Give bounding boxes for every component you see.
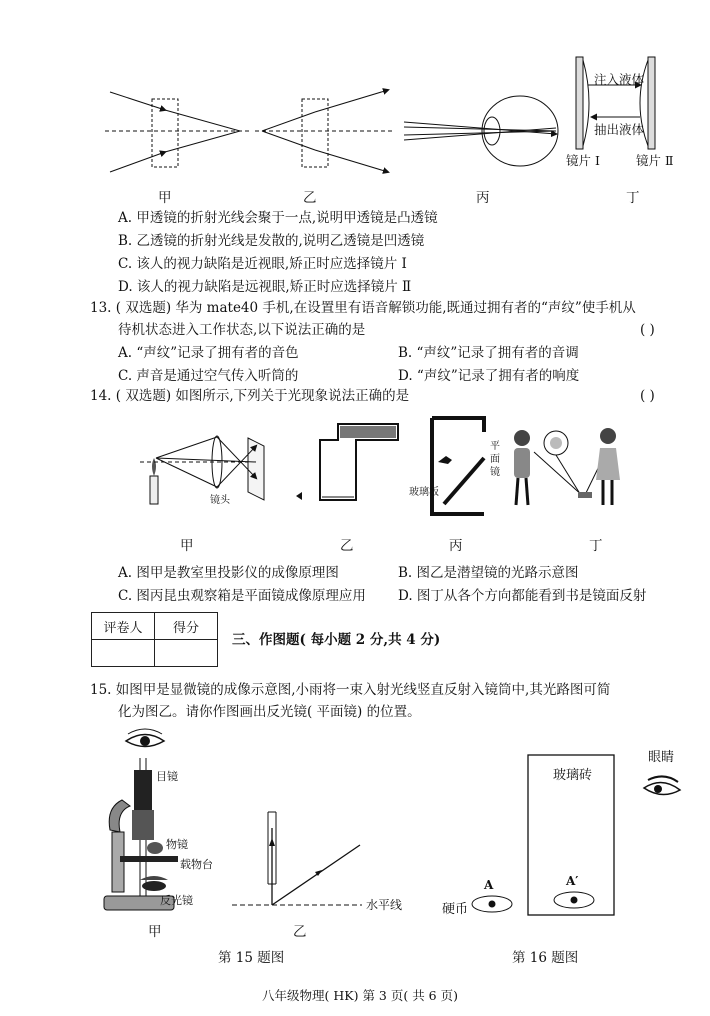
q13-option-a: A. “声纹”记录了拥有者的音色 [118,345,299,361]
q12-option-c: C. 该人的视力缺陷是近视眼,矫正时应选择镜片 Ⅰ [118,256,407,272]
lens-1-label: 镜片 Ⅰ [566,153,600,168]
page-footer: 八年级物理( HK) 第 3 页( 共 6 页) [262,988,458,1003]
plane-mirror-label: 平 面 镜 [490,441,500,478]
coin-label: 硬币 [442,902,469,917]
horizontal-line-label: 水平线 [366,898,403,912]
lens-2-label: 镜片 Ⅱ [636,153,674,168]
glass-brick-label: 玻璃砖 [553,768,593,783]
q15-caption: 第 15 题图 [218,950,285,966]
q13-option-d: D. “声纹”记录了拥有者的响度 [398,368,580,384]
q13-stem-line2: 待机状态进入工作状态,以下说法正确的是 [118,322,366,338]
q15-stem-line1: 15. 如图甲是显微镜的成像示意图,小雨将一束入射光线竖直反射入镜筒中,其光路图可简 [90,682,611,698]
q12-fig-label-bing: 丙 [476,190,490,206]
q13-answer-paren: ( ) [640,322,655,338]
score-header: 得分 [155,613,218,640]
q12-option-d: D. 该人的视力缺陷是远视眼,矫正时应选择镜片 Ⅱ [118,279,412,295]
objective-label: 物镜 [166,838,188,851]
inject-liquid-label: 注入液体 [594,72,645,87]
q13-stem-line1: 13. ( 双选题) 华为 mate40 手机,在设置里有语音解锁功能,既通过拥有者的“声纹”使手机从 [90,300,636,316]
q14-stem: 14. ( 双选题) 如图所示,下列关于光现象说法正确的是 [90,388,410,404]
reflector-label: 反光镜 [160,894,193,907]
glass-plate-label: 玻璃板 [409,487,439,498]
point-a-prime-label: A′ [566,874,579,888]
q14-fig-label-yi: 乙 [340,538,354,554]
q12-fig-label-jia: 甲 [158,190,172,206]
q13-option-b: B. “声纹”记录了拥有者的音调 [398,345,579,361]
extract-liquid-label: 抽出液体 [594,122,645,137]
q14-option-d: D. 图丁从各个方向都能看到书是镜面反射 [398,588,647,604]
q14-option-c: C. 图丙昆虫观察箱是平面镜成像原理应用 [118,588,366,604]
q14-fig-label-bing: 丙 [449,538,463,554]
q12-option-b: B. 乙透镜的折射光线是发散的,说明乙透镜是凹透镜 [118,233,425,249]
q15-fig-label-yi: 乙 [293,924,307,940]
q15-fig-label-jia: 甲 [148,924,162,940]
q14-option-a: A. 图甲是教室里投影仪的成像原理图 [118,565,339,581]
q14-answer-paren: ( ) [640,388,655,404]
q16-caption: 第 16 题图 [512,950,579,966]
q12-fig-label-yi: 乙 [303,190,317,206]
point-a-label: A [484,878,494,892]
q14-fig-label-jia: 甲 [180,538,194,554]
lens-label: 镜头 [210,495,230,506]
reviewer-header: 评卷人 [92,613,155,640]
stage-label: 载物台 [180,858,213,871]
q14-fig-label-ding: 丁 [589,538,603,554]
q12-option-a: A. 甲透镜的折射光线会聚于一点,说明甲透镜是凸透镜 [118,210,438,226]
q12-fig-label-ding: 丁 [626,190,640,206]
section-3-title: 三、作图题( 每小题 2 分,共 4 分) [232,632,441,648]
q14-option-b: B. 图乙是潜望镜的光路示意图 [398,565,579,581]
eyepiece-label: 目镜 [156,770,178,783]
eye-label: 眼睛 [648,750,675,765]
q15-stem-line2: 化为图乙。请你作图画出反光镜( 平面镜) 的位置。 [118,704,421,720]
q13-option-c: C. 声音是通过空气传入听筒的 [118,368,299,384]
